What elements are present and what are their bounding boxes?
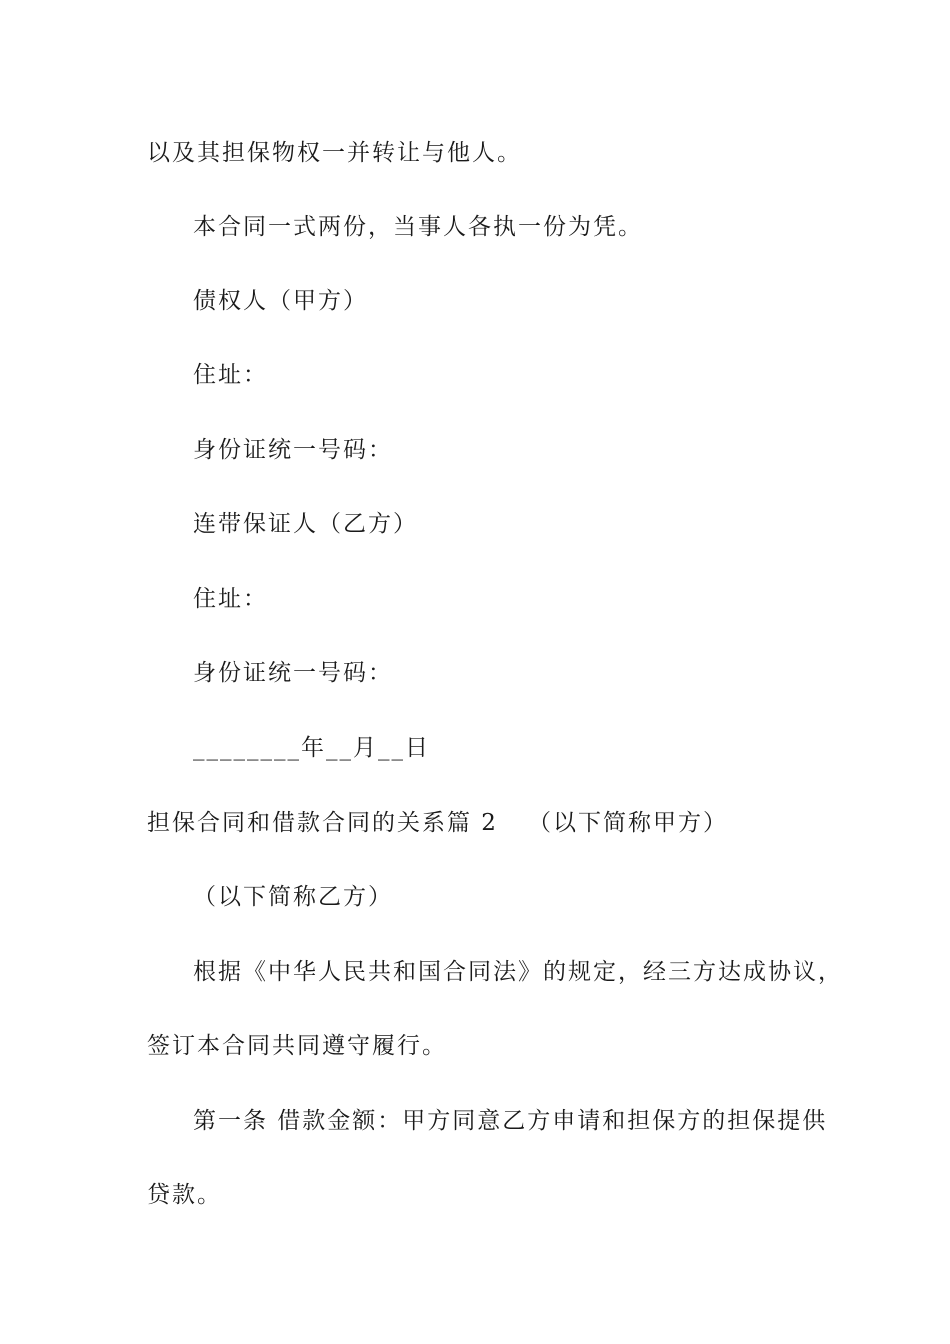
id-number-label: 身份证统一号码： (193, 660, 393, 686)
text-line: 根据《中华人民共和国合同法》的规定，经三方达成协议， (193, 959, 843, 985)
guarantor-label: 连带保证人（乙方） (193, 511, 418, 537)
address-label: 住址： (193, 586, 268, 612)
party-a-note: （以下简称甲方） (528, 810, 728, 836)
id-number-label: 身份证统一号码： (193, 437, 393, 463)
text-line: 以及其担保物权一并转让与他人。 (147, 140, 522, 166)
date-line: ________年__月__日 (193, 735, 430, 761)
section-heading: 担保合同和借款合同的关系篇 2 (147, 810, 498, 836)
article-one: 第一条 借款金额：甲方同意乙方申请和担保方的担保提供 (193, 1108, 828, 1134)
text-line: 签订本合同共同遵守履行。 (147, 1033, 447, 1059)
creditor-label: 债权人（甲方） (193, 288, 368, 314)
address-label: 住址： (193, 362, 268, 388)
text-line: 本合同一式两份，当事人各执一份为凭。 (193, 214, 643, 240)
party-b-note: （以下简称乙方） (193, 884, 393, 910)
text-line: 贷款。 (147, 1182, 222, 1208)
